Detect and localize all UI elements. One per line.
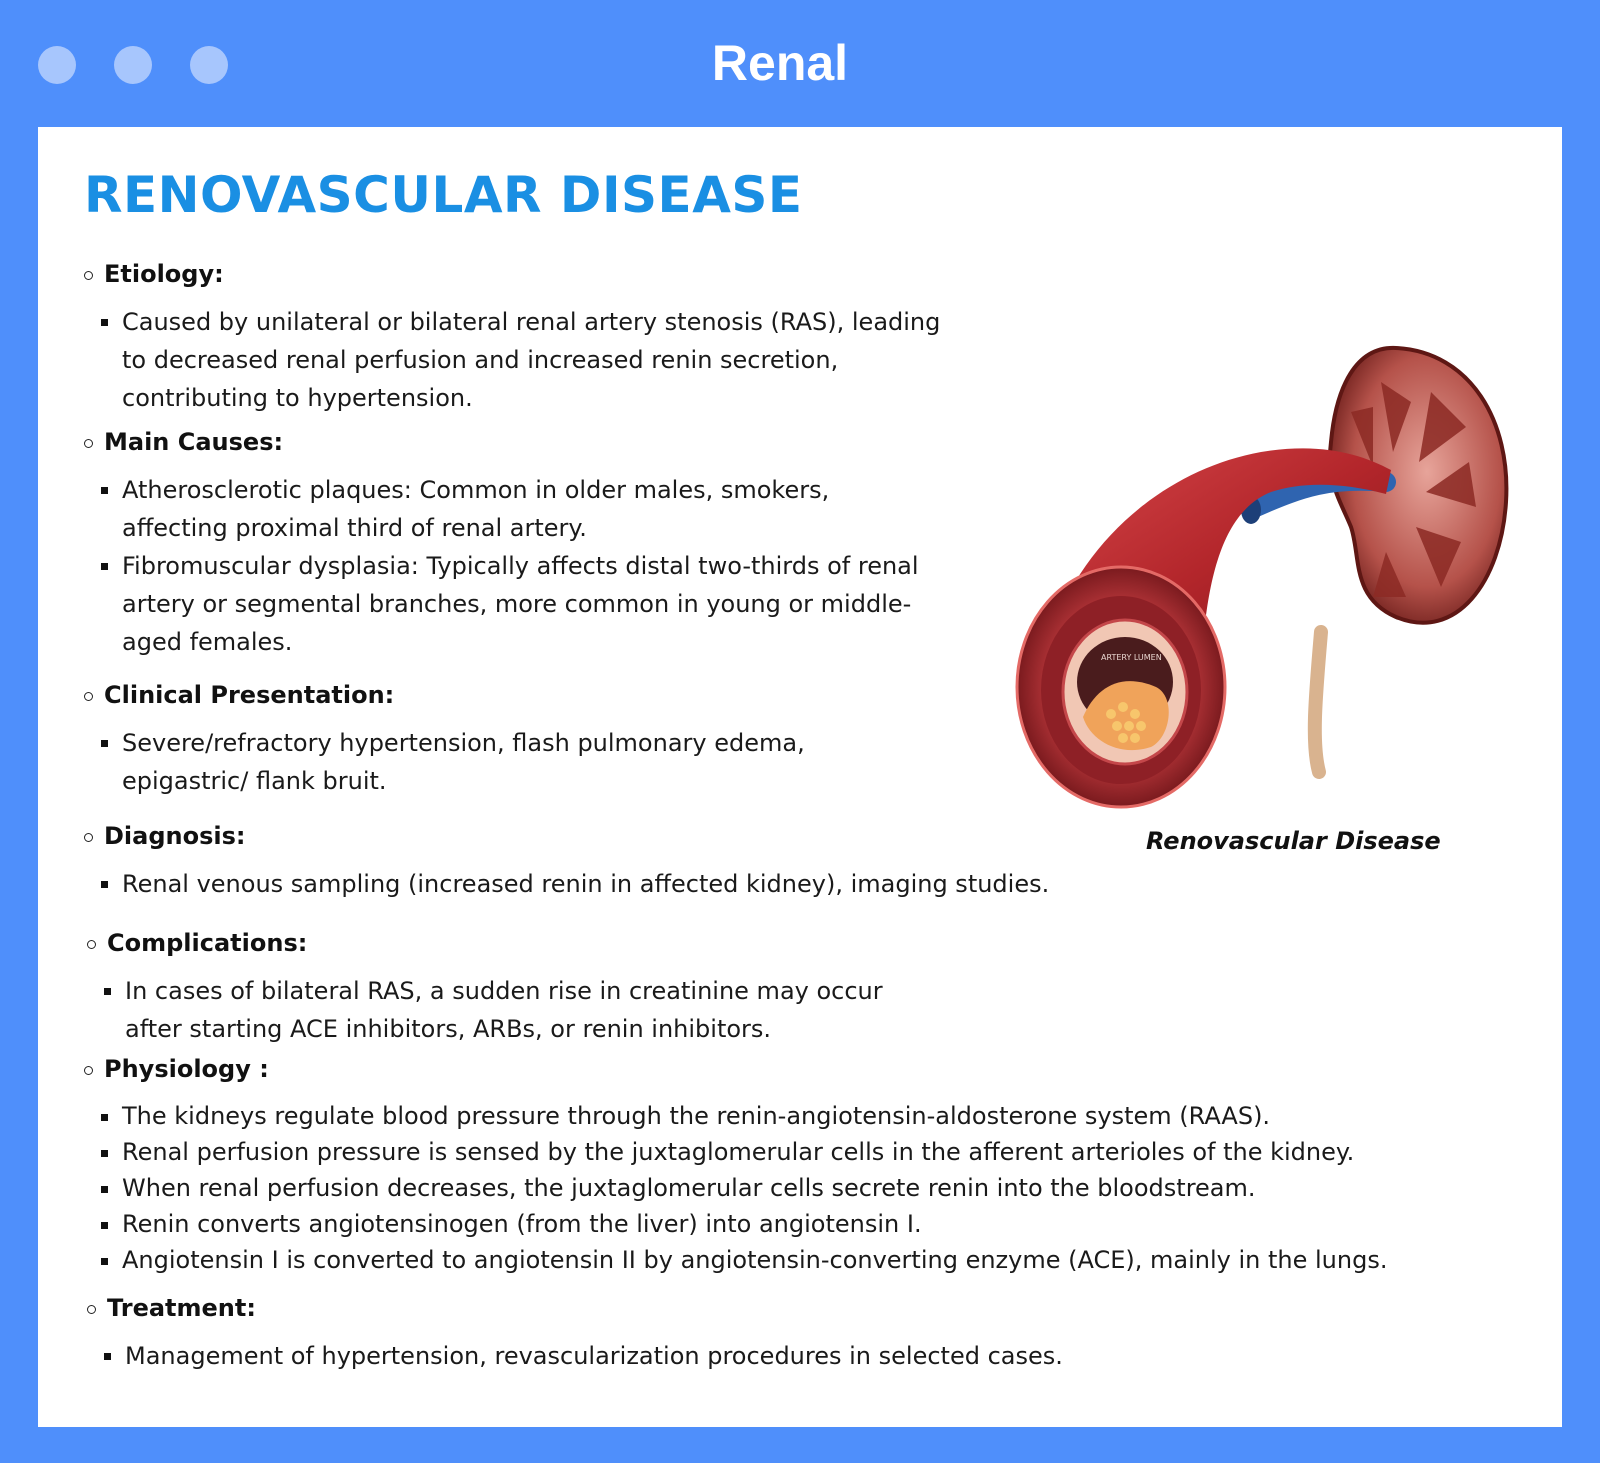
list-item: Renal venous sampling (increased renin in affected kidney), imaging studies. [84, 865, 1064, 903]
list-item: Renal perfusion pressure is sensed by the juxtaglomerular cells in the afferent arterioles of the kidney. [84, 1134, 1524, 1170]
section-title: Clinical Presentation: [84, 680, 964, 710]
bullet-list [84, 724, 934, 800]
bullet-list [84, 1098, 1524, 1278]
list-item: Angiotensin I is converted to angiotensin II by angiotensin-converting enzyme (ACE), mainly in the lungs. [84, 1242, 1524, 1278]
lumen-label: ARTERY LUMEN [1101, 653, 1162, 662]
list-item: Renin converts angiotensinogen (from the liver) into angiotensin I. [84, 1206, 1524, 1242]
list-item: The kidneys regulate blood pressure through the renin-angiotensin-aldosterone system (RAAS). [84, 1098, 1524, 1134]
section-title: Diagnosis: [84, 821, 1064, 851]
bullet-list [84, 865, 1064, 903]
bullet-list [84, 303, 954, 417]
bullet-list [87, 1337, 1287, 1375]
bullet-list [87, 972, 927, 1048]
window-title: Renal [711, 35, 849, 91]
section-diagnosis [84, 821, 1064, 903]
section-title: Complications: [87, 928, 967, 958]
section-complications [87, 928, 967, 1048]
list-item: Management of hypertension, revascularization procedures in selected cases. [87, 1337, 1287, 1375]
list-item: When renal perfusion decreases, the juxtaglomerular cells secrete renin into the bloodstream. [84, 1170, 1524, 1206]
list-item: Fibromuscular dysplasia: Typically affects distal two-thirds of renal artery or segmental branches, more common in young or middle-aged females. [84, 547, 934, 661]
section-title: Treatment: [87, 1293, 1287, 1323]
list-item: Caused by unilateral or bilateral renal artery stenosis (RAS), leading to decreased renal perfusion and increased renin secretion, contributing to hypertension. [84, 303, 954, 417]
section-treatment [87, 1293, 1287, 1375]
section-clinical-presentation [84, 680, 964, 800]
list-item: In cases of bilateral RAS, a sudden rise in creatinine may occur after starting ACE inhibitors, ARBs, or renin inhibitors. [87, 972, 927, 1048]
section-title: Main Causes: [84, 427, 964, 457]
content-page [38, 127, 1562, 1427]
figure-caption: Renovascular Disease [1146, 827, 1441, 855]
section-title: Physiology : [84, 1054, 1524, 1084]
section-physiology [84, 1054, 1524, 1278]
list-item: Severe/refractory hypertension, flash pulmonary edema, epigastric/ flank bruit. [84, 724, 934, 800]
page-heading: RENOVASCULAR DISEASE [84, 166, 803, 224]
window-titlebar [0, 0, 1600, 127]
section-main-causes [84, 427, 964, 661]
bullet-list [84, 471, 934, 661]
section-title: Etiology: [84, 259, 964, 289]
section-etiology [84, 259, 964, 417]
list-item: Atherosclerotic plaques: Common in older males, smokers, affecting proximal third of renal artery. [84, 471, 934, 547]
